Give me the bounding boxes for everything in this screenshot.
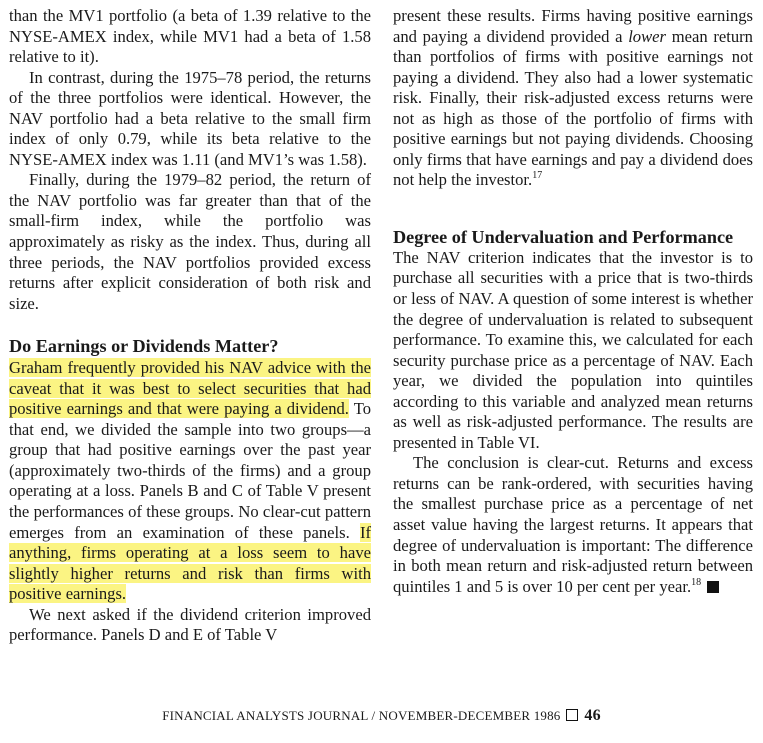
emphasis-text: lower [628,26,666,46]
right-column [393,6,753,597]
paragraph [393,453,753,597]
section-heading-undervaluation: Degree of Undervaluation and Performance [393,226,734,247]
page-footer [0,707,763,725]
journal-citation: FINANCIAL ANALYSTS JOURNAL / NOVEMBER-DECEMBER 1986 [162,708,561,723]
footnote-ref: 18 [691,576,702,588]
page-number: 46 [584,707,601,724]
footnote-ref: 17 [532,170,543,182]
paragraph-text: mean return than portfolios of firms with positive earnings not paying a dividend. They also had a lower systematic risk. Finally, their risk-adjusted excess returns were not as high as those of the portfolio of firms with positive earnings but not paying dividends. Choosing only firms that have earnings and pay a dividend does not help the investor. [393,26,753,190]
paragraph-text: The conclusion is clear-cut. Returns and excess returns can be rank-ordered, with securities having the smallest purchase price as a percentage of net asset value having the largest returns. It appears that degree of undervaluation is important: The difference in both mean return and risk-adjusted return between quintiles 1 and 5 is over 10 per cent per year. [393,453,753,596]
paragraph [9,358,371,605]
paragraph [393,6,753,191]
paragraph: In contrast, during the 1975–78 period, the returns of the three portfolios were identical. However, the NAV portfolio had a beta relative to the small firm index of only 0.79, while its beta relative to the NYSE-AMEX index was 1.11 (and MV1’s was 1.58). [9,67,371,169]
section-heading-earnings-dividends: Do Earnings or Dividends Matter? [9,336,279,357]
paragraph: than the MV1 portfolio (a beta of 1.39 relative to the NYSE-AMEX index, while MV1 had a beta of 1.58 relative to it). [9,6,371,67]
left-column [9,6,371,646]
paragraph: We next asked if the dividend criterion improved performance. Panels D and E of Table V [9,604,371,645]
box-separator-icon [566,709,578,721]
end-of-article-mark [707,581,719,593]
paragraph: Finally, during the 1979–82 period, the return of the NAV portfolio was far greater than that of the small-firm index, while the portfolio was approximately as risky as the index. Thus, during all three periods, the NAV portfolios provided excess returns after explicit consideration of both risk and size. [9,170,371,313]
paragraph: The NAV criterion indicates that the investor is to purchase all securities with a price that is two-thirds or less of NAV. A question of some interest is whether the degree of undervaluation is related to subsequent performance. To examine this, we calculated for each security purchase price as a percentage of NAV. Each year, we divided the population into quintiles according to this variable and analyzed mean returns as well as risk-adjusted performance. The results are presented in Table VI. [393,247,753,452]
highlighted-text[interactable]: If anything, firms operating at a loss seem to have slightly higher returns and risk than firms with positive earnings. [9,522,371,604]
paragraph-text: To that end, we divided the sample into two groups—a group that had positive earnings over the past year (approximately two-thirds of the firms) and a group operating at a loss. Panels B and C of Table V present the performances of these groups. No clear-cut pattern emerges from an examination of these panels. [9,399,371,542]
highlighted-text[interactable]: Graham frequently provided his NAV advice with the caveat that it was best to select securities that had positive earnings and that were paying a dividend. [9,358,371,419]
paragraph-text: present these results. Firms having positive earnings and paying a dividend provided a [393,6,753,46]
